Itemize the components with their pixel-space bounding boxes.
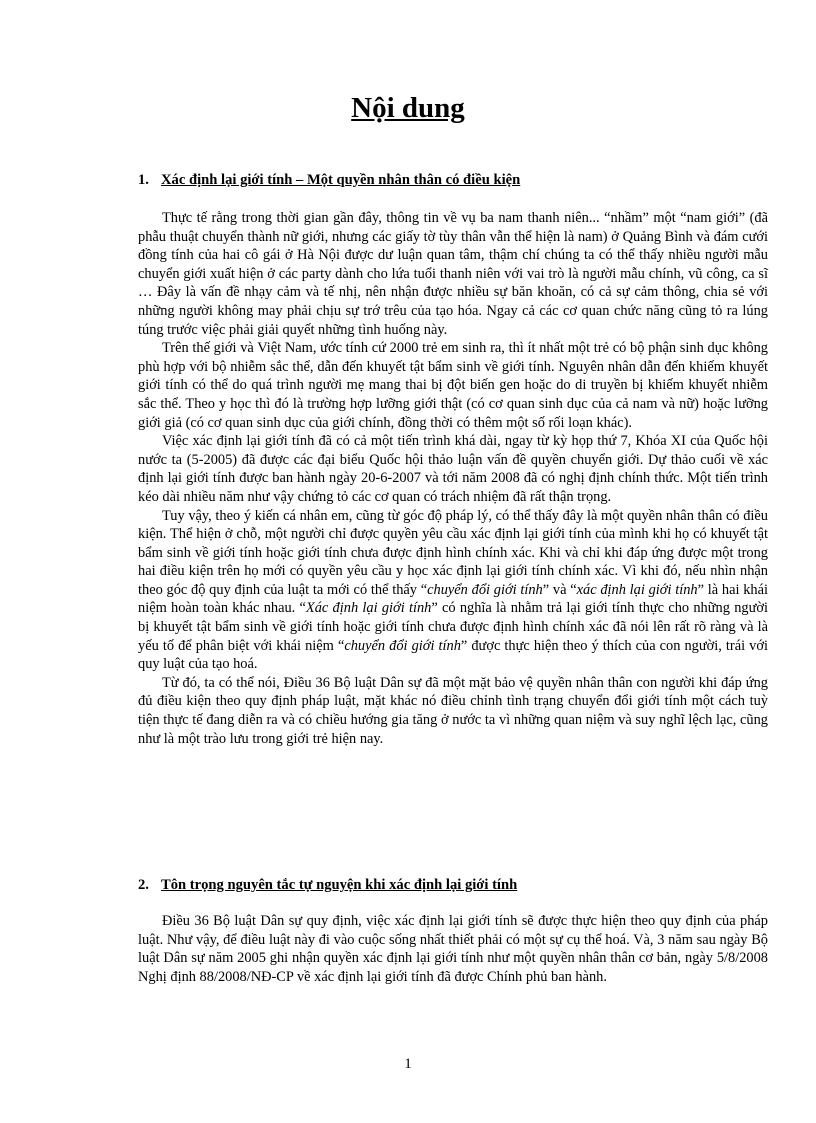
page-number: 1: [404, 1056, 412, 1072]
section-1-title: Xác định lại giới tính – Một quyền nhân thân có điều kiện: [161, 172, 521, 188]
paragraph: Điều 36 Bộ luật Dân sự quy định, việc xác định lại giới tính sẽ được thực hiện theo quy định của pháp luật. Như vậy, để điều luật này đi vào cuộc sống nhất thiết phải có một sự cụ thể hoá. Và, 3 năm sau ngày Bộ luật Dân sự năm 2005 ghi nhận quyền xác định lại giới tính như một quyền nhân thân cơ bản, ngày 5/8/2008 Nghị định 88/2008/NĐ-CP về xác định lại giới tính đã được Chính phủ ban hành.: [138, 913, 768, 985]
section-1-number: 1.: [138, 172, 149, 188]
paragraph: Từ đó, ta có thể nói, Điều 36 Bộ luật Dân sự đã một mặt bảo vệ quyền nhân thân con người khi đáp ứng đủ điều kiện theo quy định pháp luật, mặt khác nó điều chỉnh tình trạng chuyển đổi giới tính một cách tuỳ tiện thực tế đang diễn ra và có chiều hướng gia tăng ở nước ta vì những quan niệm và suy nghĩ lệch lạc, cũng như là một trào lưu trong giới trẻ hiện nay.: [138, 674, 768, 747]
section-2-title: Tôn trọng nguyên tắc tự nguyện khi xác định lại giới tính: [161, 877, 518, 893]
paragraph: Tuy vậy, theo ý kiến cá nhân em, cũng từ góc độ pháp lý, có thể thấy đây là một quyền nhân thân có điều kiện. Thể hiện ở chỗ, một người chỉ được quyền yêu cầu xác định lại giới tính của mình khi họ có khuyết tật bẩm sinh về giới tính hoặc giới tính chưa được định hình chính xác. Khi và chỉ khi đáp ứng được một trong hai điều kiện trên họ mới có quyền yêu cầu y học xác định lại giới tính chính xác. Vì khi đó, nếu nhìn nhận theo góc độ quy định của luật ta mới có thể thấy “chuyển đổi giới tính” và “xác định lại giới tính” là hai khái niệm hoàn toàn khác nhau. “Xác định lại giới tính” có nghĩa là nhằm trả lại giới tính thực cho những người bị khuyết tật bẩm sinh về giới tính hoặc giới tính chưa được định hình chính xác đã nói lên rất rõ ràng và là yếu tố để phân biệt với khái niệm “chuyển đổi giới tính” được thực hiện theo ý thích của con người, trái với quy luật của tạo hoá.: [138, 507, 768, 673]
paragraph: Việc xác định lại giới tính đã có cả một tiến trình khá dài, ngay từ kỳ họp thứ 7, Khóa XI của Quốc hội nước ta (5-2005) đã được các đại biểu Quốc hội thảo luận vấn đề quyền chuyển giới. Dự thảo cuối về xác định lại giới tính được ban hành ngày 20-6-2007 và tới năm 2008 đã có nghị định chính thức. Một tiến trình kéo dài nhiều năm như vậy chứng tỏ các cơ quan có trách nhiệm đã rất thận trọng.: [138, 433, 768, 505]
section-1-body: [138, 209, 768, 748]
section-2-number: 2.: [138, 877, 149, 893]
section-2-body: [138, 912, 768, 986]
paragraph: Trên thế giới và Việt Nam, ước tính cứ 2000 trẻ em sinh ra, thì ít nhất một trẻ có bộ phận sinh dục không phù hợp với bộ nhiễm sắc thể, dẫn đến khuyết tật bẩm sinh về giới tính. Nguyên nhân dẫn đến khiếm khuyết giới tính có thể do quá trình người mẹ mang thai bị đột biến gen hoặc do di truyền bị khiếm khuyết nhiễm sắc thể. Theo y học thì đó là trường hợp lưỡng giới thật (có cơ quan sinh dục của cả nam và nữ) hoặc lưỡng giới giả (có cơ quan sinh dục của giới chính, đồng thời có thêm một số rối loạn khác).: [138, 340, 768, 431]
section-1-heading: [138, 171, 520, 190]
section-2-heading: [138, 876, 517, 895]
page-title: Nội dung: [351, 92, 465, 124]
paragraph: Thực tế rằng trong thời gian gần đây, thông tin về vụ ba nam thanh niên... “nhầm” một “nam giới” (đã phẫu thuật chuyển thành nữ giới, nhưng các giấy tờ tùy thân vẫn thể hiện là nam) ở Quảng Bình và đám cưới đồng tính của hai cô gái ở Hà Nội được dư luận quan tâm, thậm chí chúng ta có thể thấy nhiều người mẫu chuyển giới xuất hiện ở các party dành cho lứa tuổi thanh niên với vai trò là người mẫu chính, vũ công, ca sĩ … Đây là vấn đề nhạy cảm và tế nhị, nên nhận được nhiều sự băn khoăn, có cả sự cảm thông, chia sẻ với những người không may phải chịu sự trớ trêu của tạo hóa. Ngay cả các cơ quan chức năng cũng tỏ ra lúng túng trước việc phải giải quyết những tình huống này.: [138, 210, 768, 338]
